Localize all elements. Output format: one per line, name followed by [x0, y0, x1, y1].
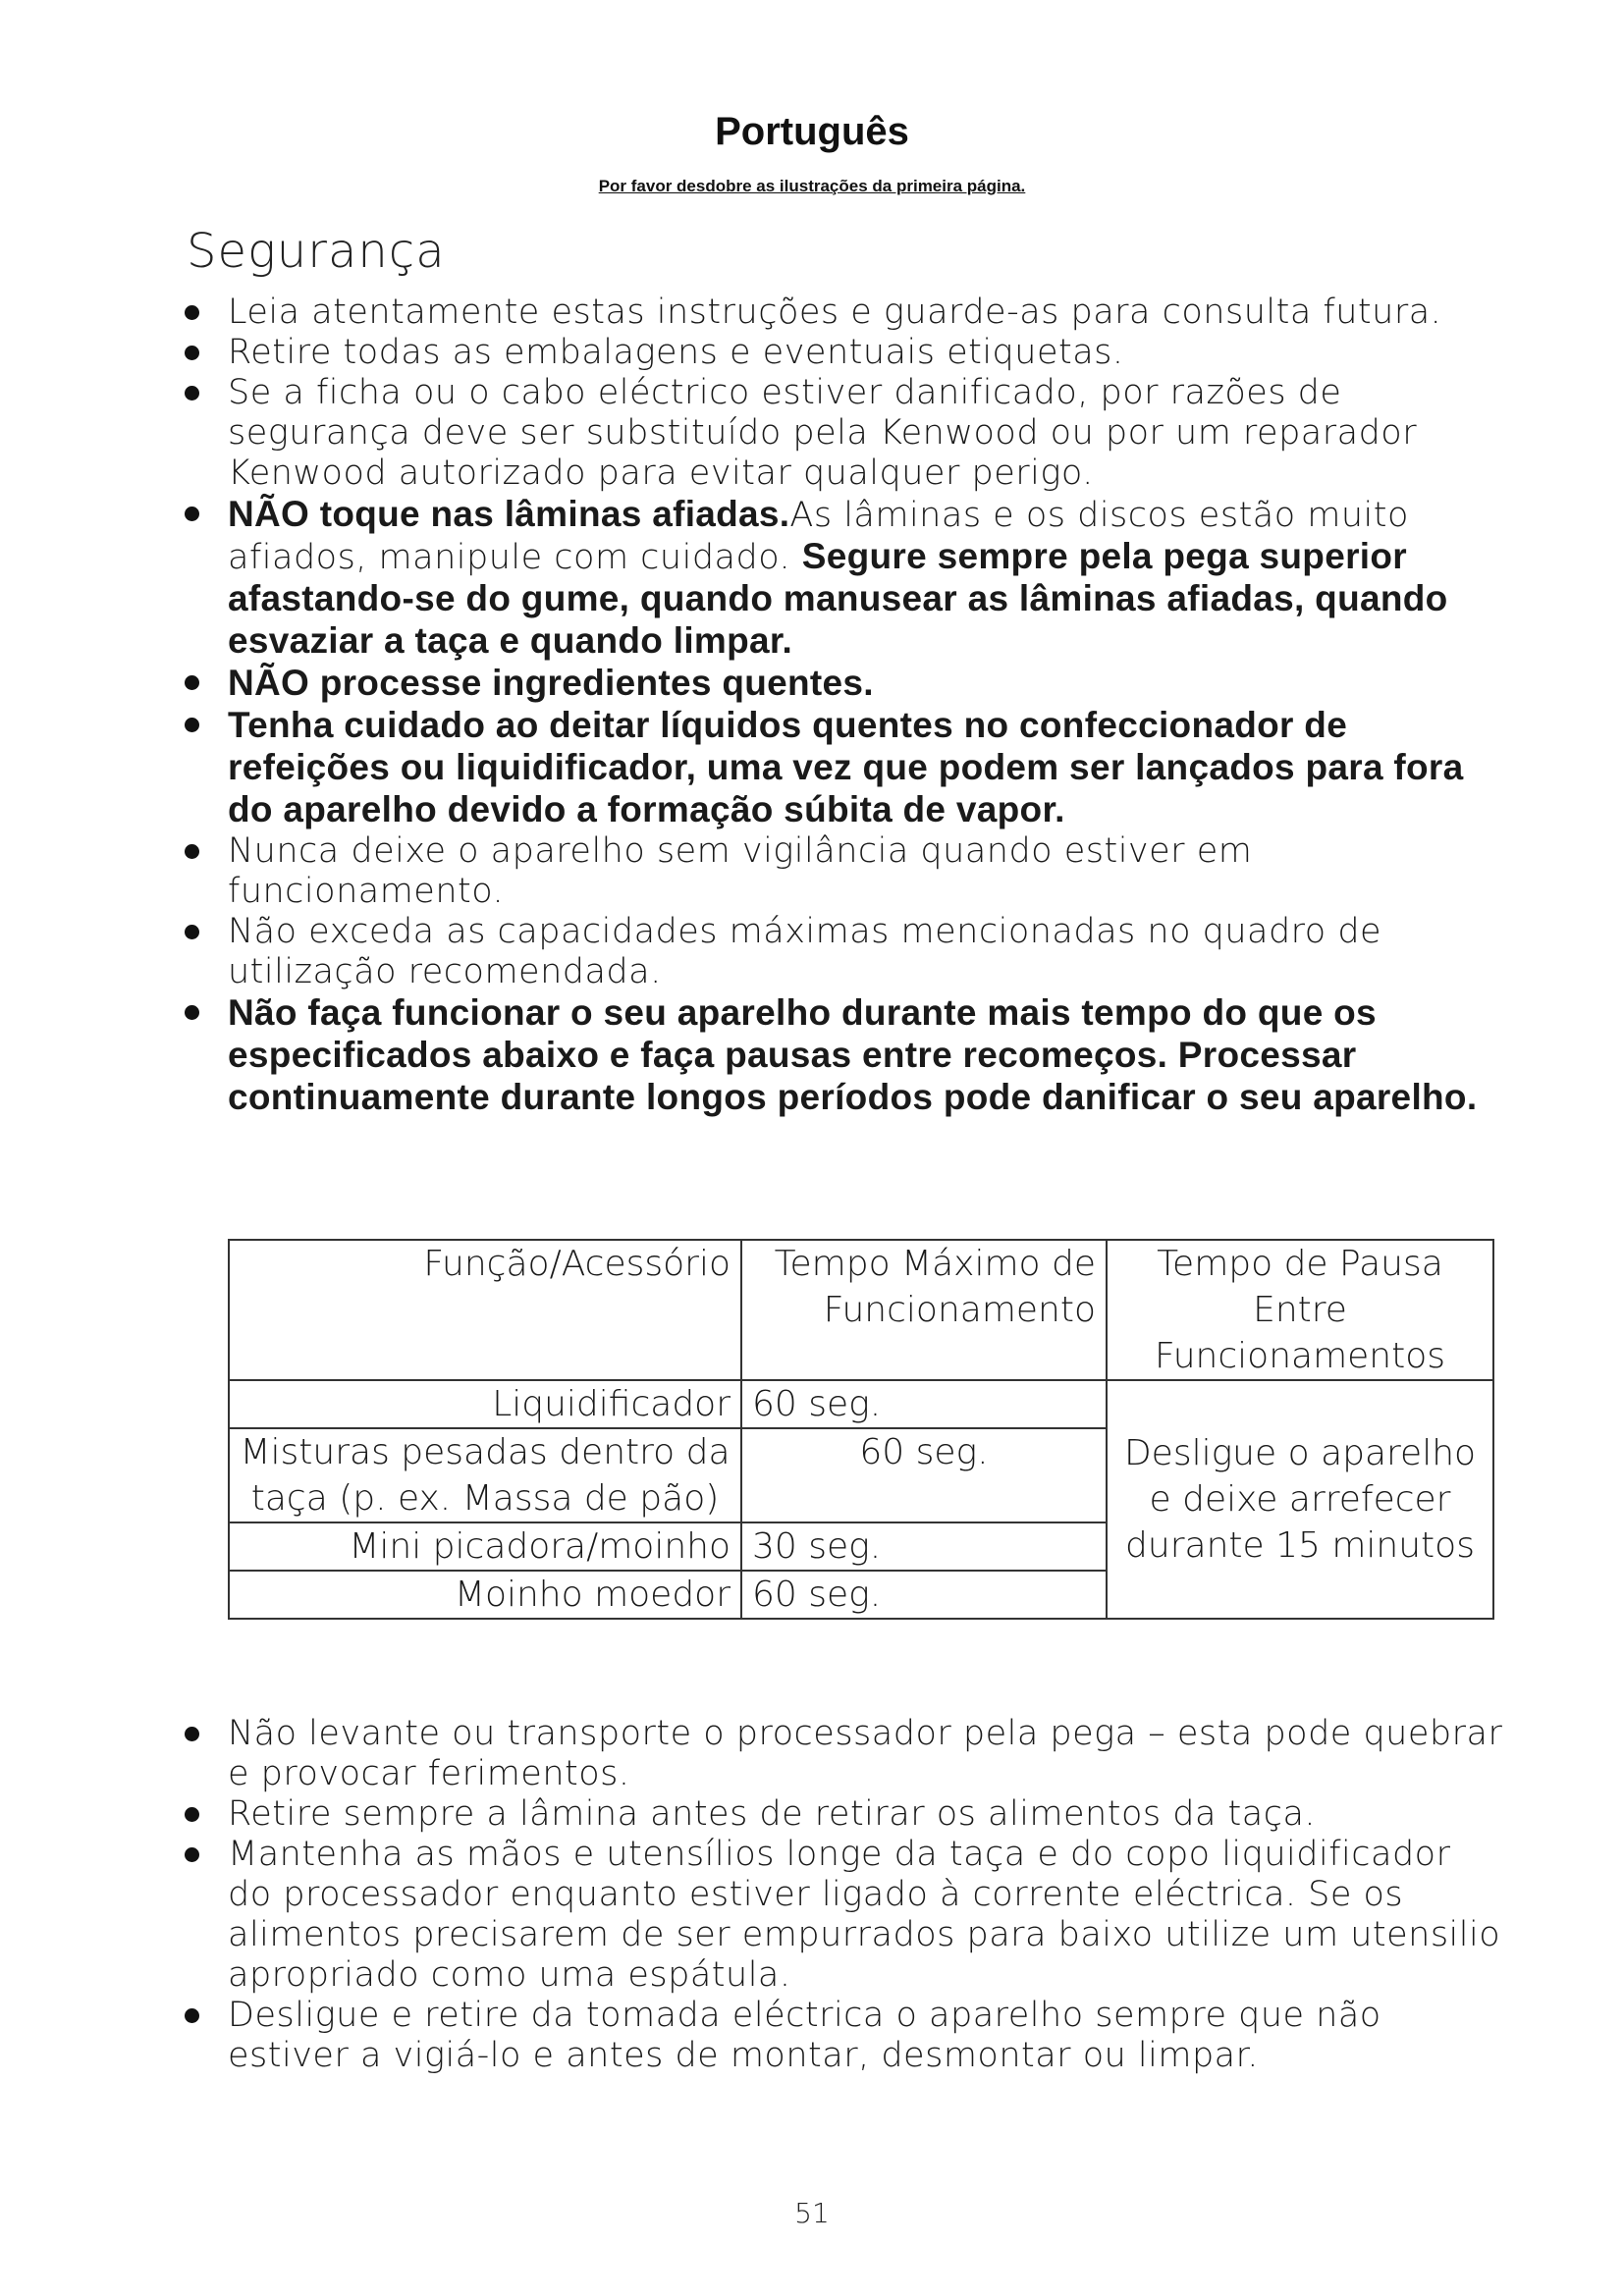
page-number: 51 [794, 2197, 830, 2229]
list-item: Retire sempre a lâmina antes de retirar os alimentos da taça. [228, 1794, 1504, 1835]
usage-time-table [228, 1239, 1494, 1620]
header-pause-time: Tempo de Pausa Entre Funcionamentos [1107, 1240, 1493, 1380]
row-time: 60 seg. [741, 1380, 1107, 1428]
list-item: Se a ficha ou o cabo eléctrico estiver danificado, por razões de segurança deve ser substituído pela Kenwood ou por um reparador Kenwood autorizado para evitar qualquer perigo. [228, 373, 1504, 494]
list-item: Não faça funcionar o seu aparelho durante mais tempo do que os especificados abaixo e faça pausas entre recomeços. Processar continuamente durante longos períodos pode danificar o seu aparelho. [228, 992, 1504, 1119]
list-item: Leia atentamente estas instruções e guarde-as para consulta futura. [228, 293, 1504, 333]
list-item: NÃO toque nas lâminas afiadas.As lâminas e os discos estão muito afiados, manipule com cuidado. Segure sempre pela pega superior afastando-se do gume, quando manusear as lâminas afiadas, quando esvaziar a taça e quando limpar. [228, 494, 1504, 663]
table-row [229, 1380, 1493, 1428]
table-header-row [229, 1240, 1493, 1380]
row-function: Liquidificador [229, 1380, 741, 1428]
list-item: NÃO processe ingredientes quentes. [228, 663, 1504, 705]
row-time: 60 seg. [741, 1428, 1107, 1522]
header-max-time: Tempo Máximo de Funcionamento [741, 1240, 1107, 1380]
row-function: Misturas pesadas dentro da taça (p. ex. Massa de pão) [229, 1428, 741, 1522]
list-item: Retire todas as embalagens e eventuais etiquetas. [228, 333, 1504, 373]
list-item: Nunca deixe o aparelho sem vigilância quando estiver em funcionamento. [228, 831, 1504, 912]
section-title-safety: Segurança [187, 224, 446, 279]
list-item: Não levante ou transporte o processador pela pega – esta pode quebrar e provocar ferimentos. [228, 1714, 1503, 1793]
row-function: Moinho moedor [229, 1571, 741, 1619]
language-title: Português [715, 110, 909, 153]
safety-list-top [228, 293, 1504, 1119]
row-function: Mini picadora/moinho [229, 1522, 741, 1571]
list-item: Desligue e retire da tomada eléctrica o aparelho sempre que não estiver a vigiá-lo e antes de montar, desmontar ou limpar. [228, 1996, 1504, 2076]
pause-instruction: Desligue o aparelho e deixe arrefecer durante 15 minutos [1107, 1380, 1493, 1619]
list-item: Tenha cuidado ao deitar líquidos quentes no confeccionador de refeições ou liquidificador, uma vez que podem ser lançados para fora do aparelho devido a formação súbita de vapor. [228, 705, 1504, 831]
unfold-illustrations-note: Por favor desdobre as ilustrações da primeira página. [598, 177, 1026, 195]
row-time: 60 seg. [741, 1571, 1107, 1619]
header-function: Função/Acessório [229, 1240, 741, 1380]
safety-list-bottom [228, 1714, 1504, 2076]
list-item: Não exceda as capacidades máximas mencionadas no quadro de utilização recomendada. [228, 912, 1504, 992]
list-item: Mantenha as mãos e utensílios longe da taça e do copo liquidificador do processador enquanto estiver ligado à corrente eléctrica. Se os alimentos precisarem de ser empurrados para baixo utilize um utensilio apropriado como uma espátula. [228, 1835, 1504, 1996]
row-time: 30 seg. [741, 1522, 1107, 1571]
